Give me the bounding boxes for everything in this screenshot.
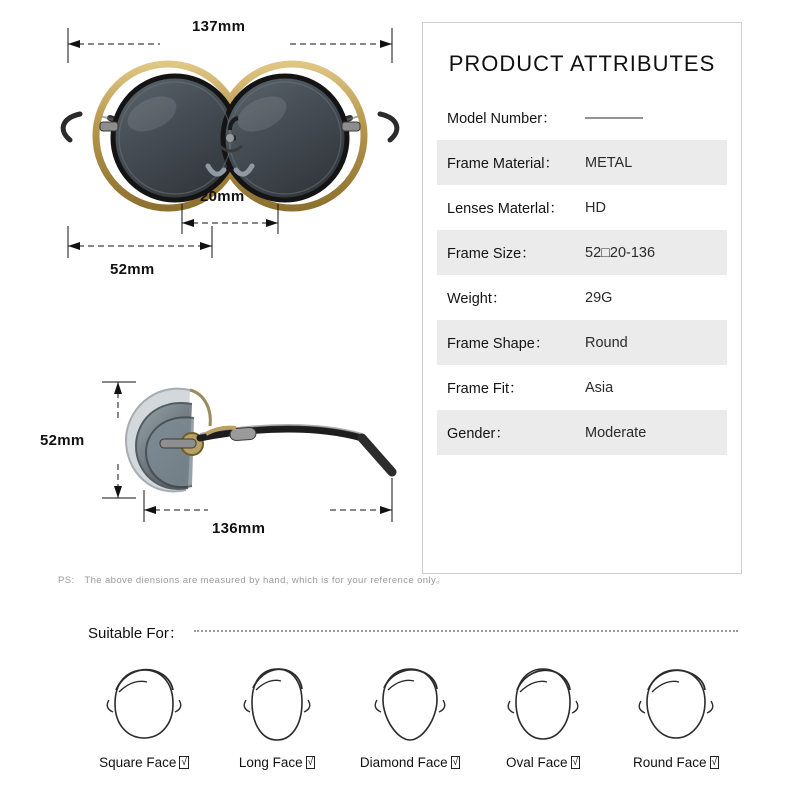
face-item-oval <box>479 660 607 770</box>
note-text: The above diensions are measured by hand, which is for your reference only。 <box>84 575 447 586</box>
face-label: Diamond Face <box>359 755 448 770</box>
side-view-diagram <box>40 360 410 560</box>
left-lens <box>113 76 237 200</box>
face-caption <box>612 755 740 770</box>
face-label: Round Face <box>632 755 707 770</box>
face-caption <box>479 755 607 770</box>
face-check-icon: √ <box>572 757 579 768</box>
face-shape-list <box>80 660 740 770</box>
attribute-row-model-number <box>437 95 727 140</box>
attribute-key: Frame Size： <box>447 246 536 262</box>
front-view-diagram <box>40 18 410 288</box>
face-check-icon: √ <box>711 757 718 768</box>
oval-face-icon <box>488 660 598 746</box>
long-face-icon <box>222 660 332 746</box>
face-item-round <box>612 660 740 770</box>
front-total-width-label: 137mm <box>192 18 246 35</box>
attribute-key: Gender： <box>447 426 510 442</box>
measurement-note <box>58 572 446 586</box>
face-item-square <box>80 660 208 770</box>
attribute-value: 29G <box>585 289 613 306</box>
side-temple-length-label: 136mm <box>212 520 266 537</box>
side-lens-height-label: 52mm <box>40 432 85 449</box>
side-temple-arm <box>200 425 392 472</box>
face-label: Square Face <box>99 755 177 770</box>
attribute-key: Frame Fit： <box>447 381 524 397</box>
attribute-row-frame-size <box>437 230 727 275</box>
attribute-key: Frame Material： <box>447 156 559 172</box>
attribute-value: ———— <box>585 109 643 126</box>
face-caption <box>346 755 474 770</box>
face-check-icon: √ <box>181 757 187 768</box>
front-lens-width-label: 52mm <box>110 261 155 278</box>
face-item-long <box>213 660 341 770</box>
round-face-icon <box>621 660 731 746</box>
note-prefix: PS: <box>58 575 75 586</box>
face-caption <box>213 755 341 770</box>
suitable-for-section <box>0 612 800 800</box>
square-face-icon <box>89 660 199 746</box>
dotted-divider <box>194 630 738 632</box>
attribute-row-frame-material <box>437 140 727 185</box>
attribute-key: Model Number： <box>447 111 557 127</box>
attribute-row-gender <box>437 410 727 455</box>
attributes-title: PRODUCT ATTRIBUTES <box>448 51 716 76</box>
face-item-diamond <box>346 660 474 770</box>
attribute-value: Asia <box>585 379 614 396</box>
attribute-value: HD <box>585 199 606 216</box>
face-check-icon: √ <box>452 757 459 768</box>
bridge-dimension-line <box>182 204 278 234</box>
right-lens <box>223 76 347 200</box>
attribute-value: Round <box>585 334 628 351</box>
lens-width-dimension-line <box>68 226 212 258</box>
attribute-row-frame-fit <box>437 365 727 410</box>
attribute-key: Lenses Materlal： <box>447 201 564 217</box>
attribute-row-weight <box>437 275 727 320</box>
front-bridge-label: 20mm <box>200 188 245 205</box>
attribute-row-frame-shape <box>437 320 727 365</box>
face-caption <box>80 755 208 770</box>
face-label: Long Face <box>238 755 303 770</box>
face-label: Oval Face <box>505 755 568 770</box>
attribute-row-lenses-material <box>437 185 727 230</box>
suitable-for-heading <box>88 622 738 643</box>
suitable-for-label: Suitable For： <box>88 625 184 642</box>
attribute-key: Weight： <box>447 291 507 307</box>
attribute-key: Frame Shape： <box>447 336 550 352</box>
attribute-value: 52□20-136 <box>585 244 656 261</box>
face-check-icon: √ <box>307 757 314 768</box>
dimension-drawings <box>0 0 420 600</box>
attributes-rows <box>437 95 727 455</box>
attributes-card <box>422 22 742 574</box>
diamond-face-icon <box>355 660 465 746</box>
attribute-value: Moderate <box>585 424 647 441</box>
product-attributes-panel <box>422 22 742 574</box>
attribute-value: METAL <box>585 154 633 171</box>
front-view-svg <box>40 18 410 288</box>
